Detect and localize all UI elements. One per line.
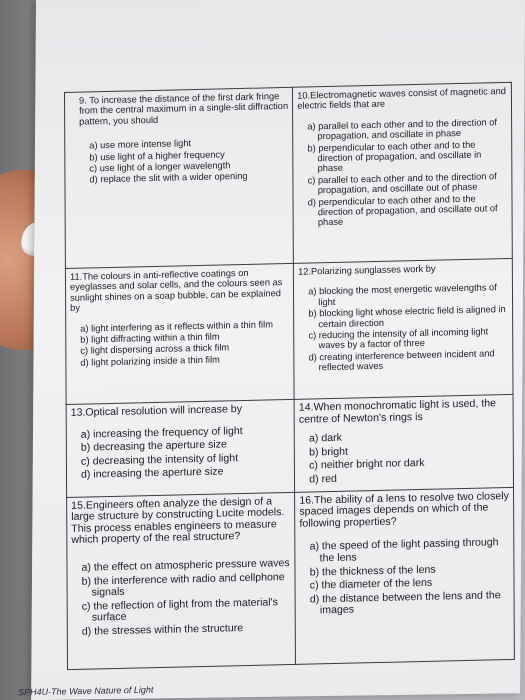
option: b) the interference with radio and cellphone signals bbox=[81, 570, 285, 599]
option: c) light dispersing across a thick film bbox=[80, 342, 230, 357]
option: d) light polarizing inside a thin film bbox=[80, 354, 220, 368]
option: b) blocking light whose electric field is aligned in certain direction bbox=[308, 304, 506, 329]
question-stem: 16.The ability of a lens to resolve two closely spaced images depends on which of the following properties? bbox=[299, 489, 509, 530]
option: d) red bbox=[309, 472, 337, 486]
option-list bbox=[71, 558, 291, 639]
option: b) light diffracting within a thin film bbox=[80, 331, 220, 345]
option: b) perpendicular to each other and to the direction of propagation, and oscillate in phase bbox=[307, 139, 482, 174]
option: a) dark bbox=[308, 431, 342, 445]
question-stem: 15.Engineers often analyze the design of a large structure by constructing Lucite models. This process enables engineers to measure which property of the real structure? bbox=[71, 494, 285, 547]
option-list bbox=[79, 136, 288, 185]
question-grid bbox=[64, 82, 515, 670]
question-stem: 11.The colours in anti-reflective coatings on eyeglasses and solar cells, and the colours seen as sunlight shines on a soap bubble, can be explained by bbox=[69, 267, 283, 314]
question-stem: 9. To increase the distance of the first dark fringe from the central maximum in a single-slit diffraction pattern, you should bbox=[79, 91, 289, 127]
question-14 bbox=[294, 394, 513, 492]
option: c) use light of a longer wavelength bbox=[89, 160, 231, 174]
option: b) bright bbox=[309, 445, 348, 459]
option: c) parallel to each other and to the direction of propagation, and oscillate out of phase bbox=[307, 171, 497, 196]
option-list bbox=[71, 425, 290, 482]
option-list bbox=[299, 429, 509, 486]
option: c) reducing the intensity of all incoming light waves by a factor of three bbox=[308, 326, 489, 351]
question-11 bbox=[65, 263, 294, 404]
option: a) the speed of the light passing through the lens bbox=[309, 536, 499, 565]
option: a) increasing the frequency of light bbox=[80, 424, 243, 441]
option: a) parallel to each other and to the direction of propagation, and oscillate in phase bbox=[307, 116, 498, 142]
option: d) the distance between the lens and the images bbox=[309, 588, 501, 617]
option: a) blocking the most energetic wavelengths of light bbox=[308, 282, 497, 308]
option-list bbox=[70, 319, 289, 369]
option-list bbox=[298, 282, 508, 373]
question-stem: 13.Optical resolution will increase by bbox=[70, 403, 243, 419]
option-list bbox=[297, 117, 507, 229]
option: d) the stresses within the structure bbox=[81, 621, 244, 638]
option: c) neither bright nor dark bbox=[309, 457, 425, 472]
question-stem: 14.When monochromatic light is used, the centre of Newton's rings is bbox=[298, 397, 497, 426]
option: b) the thickness of the lens bbox=[309, 563, 436, 579]
option: d) replace the slit with a wider opening bbox=[89, 171, 248, 185]
question-sheet bbox=[64, 82, 515, 672]
option: a) use more intense light bbox=[89, 138, 192, 151]
question-12 bbox=[294, 258, 513, 399]
option: d) creating interference between incident and reflected waves bbox=[308, 348, 495, 373]
option: d) increasing the aperture size bbox=[80, 465, 224, 482]
option: c) the reflection of light from the material's surface bbox=[81, 595, 279, 624]
option: c) the diameter of the lens bbox=[309, 576, 433, 592]
question-13 bbox=[66, 399, 295, 497]
question-15 bbox=[67, 492, 296, 669]
question-stem: 12.Polarizing sunglasses work by bbox=[298, 263, 436, 277]
option: b) decreasing the aperture size bbox=[80, 438, 227, 454]
question-16 bbox=[295, 487, 515, 664]
question-stem: 10.Electromagnetic waves consist of magnetic and electric fields that are bbox=[297, 85, 506, 112]
option: d) perpendicular to each other and to the direction of propagation, and oscillate out of phase bbox=[307, 193, 498, 228]
option: b) use light of a higher frequency bbox=[89, 148, 225, 163]
option-list bbox=[300, 537, 510, 617]
option: a) light interfering as it reflects within a thin film bbox=[80, 318, 273, 334]
page-footer: SPH4U-The Wave Nature of Light bbox=[17, 684, 154, 698]
option: a) the effect on atmospheric pressure waves bbox=[81, 556, 290, 574]
question-10 bbox=[293, 82, 513, 263]
option: c) decreasing the intensity of light bbox=[80, 451, 239, 468]
question-9 bbox=[65, 87, 294, 268]
